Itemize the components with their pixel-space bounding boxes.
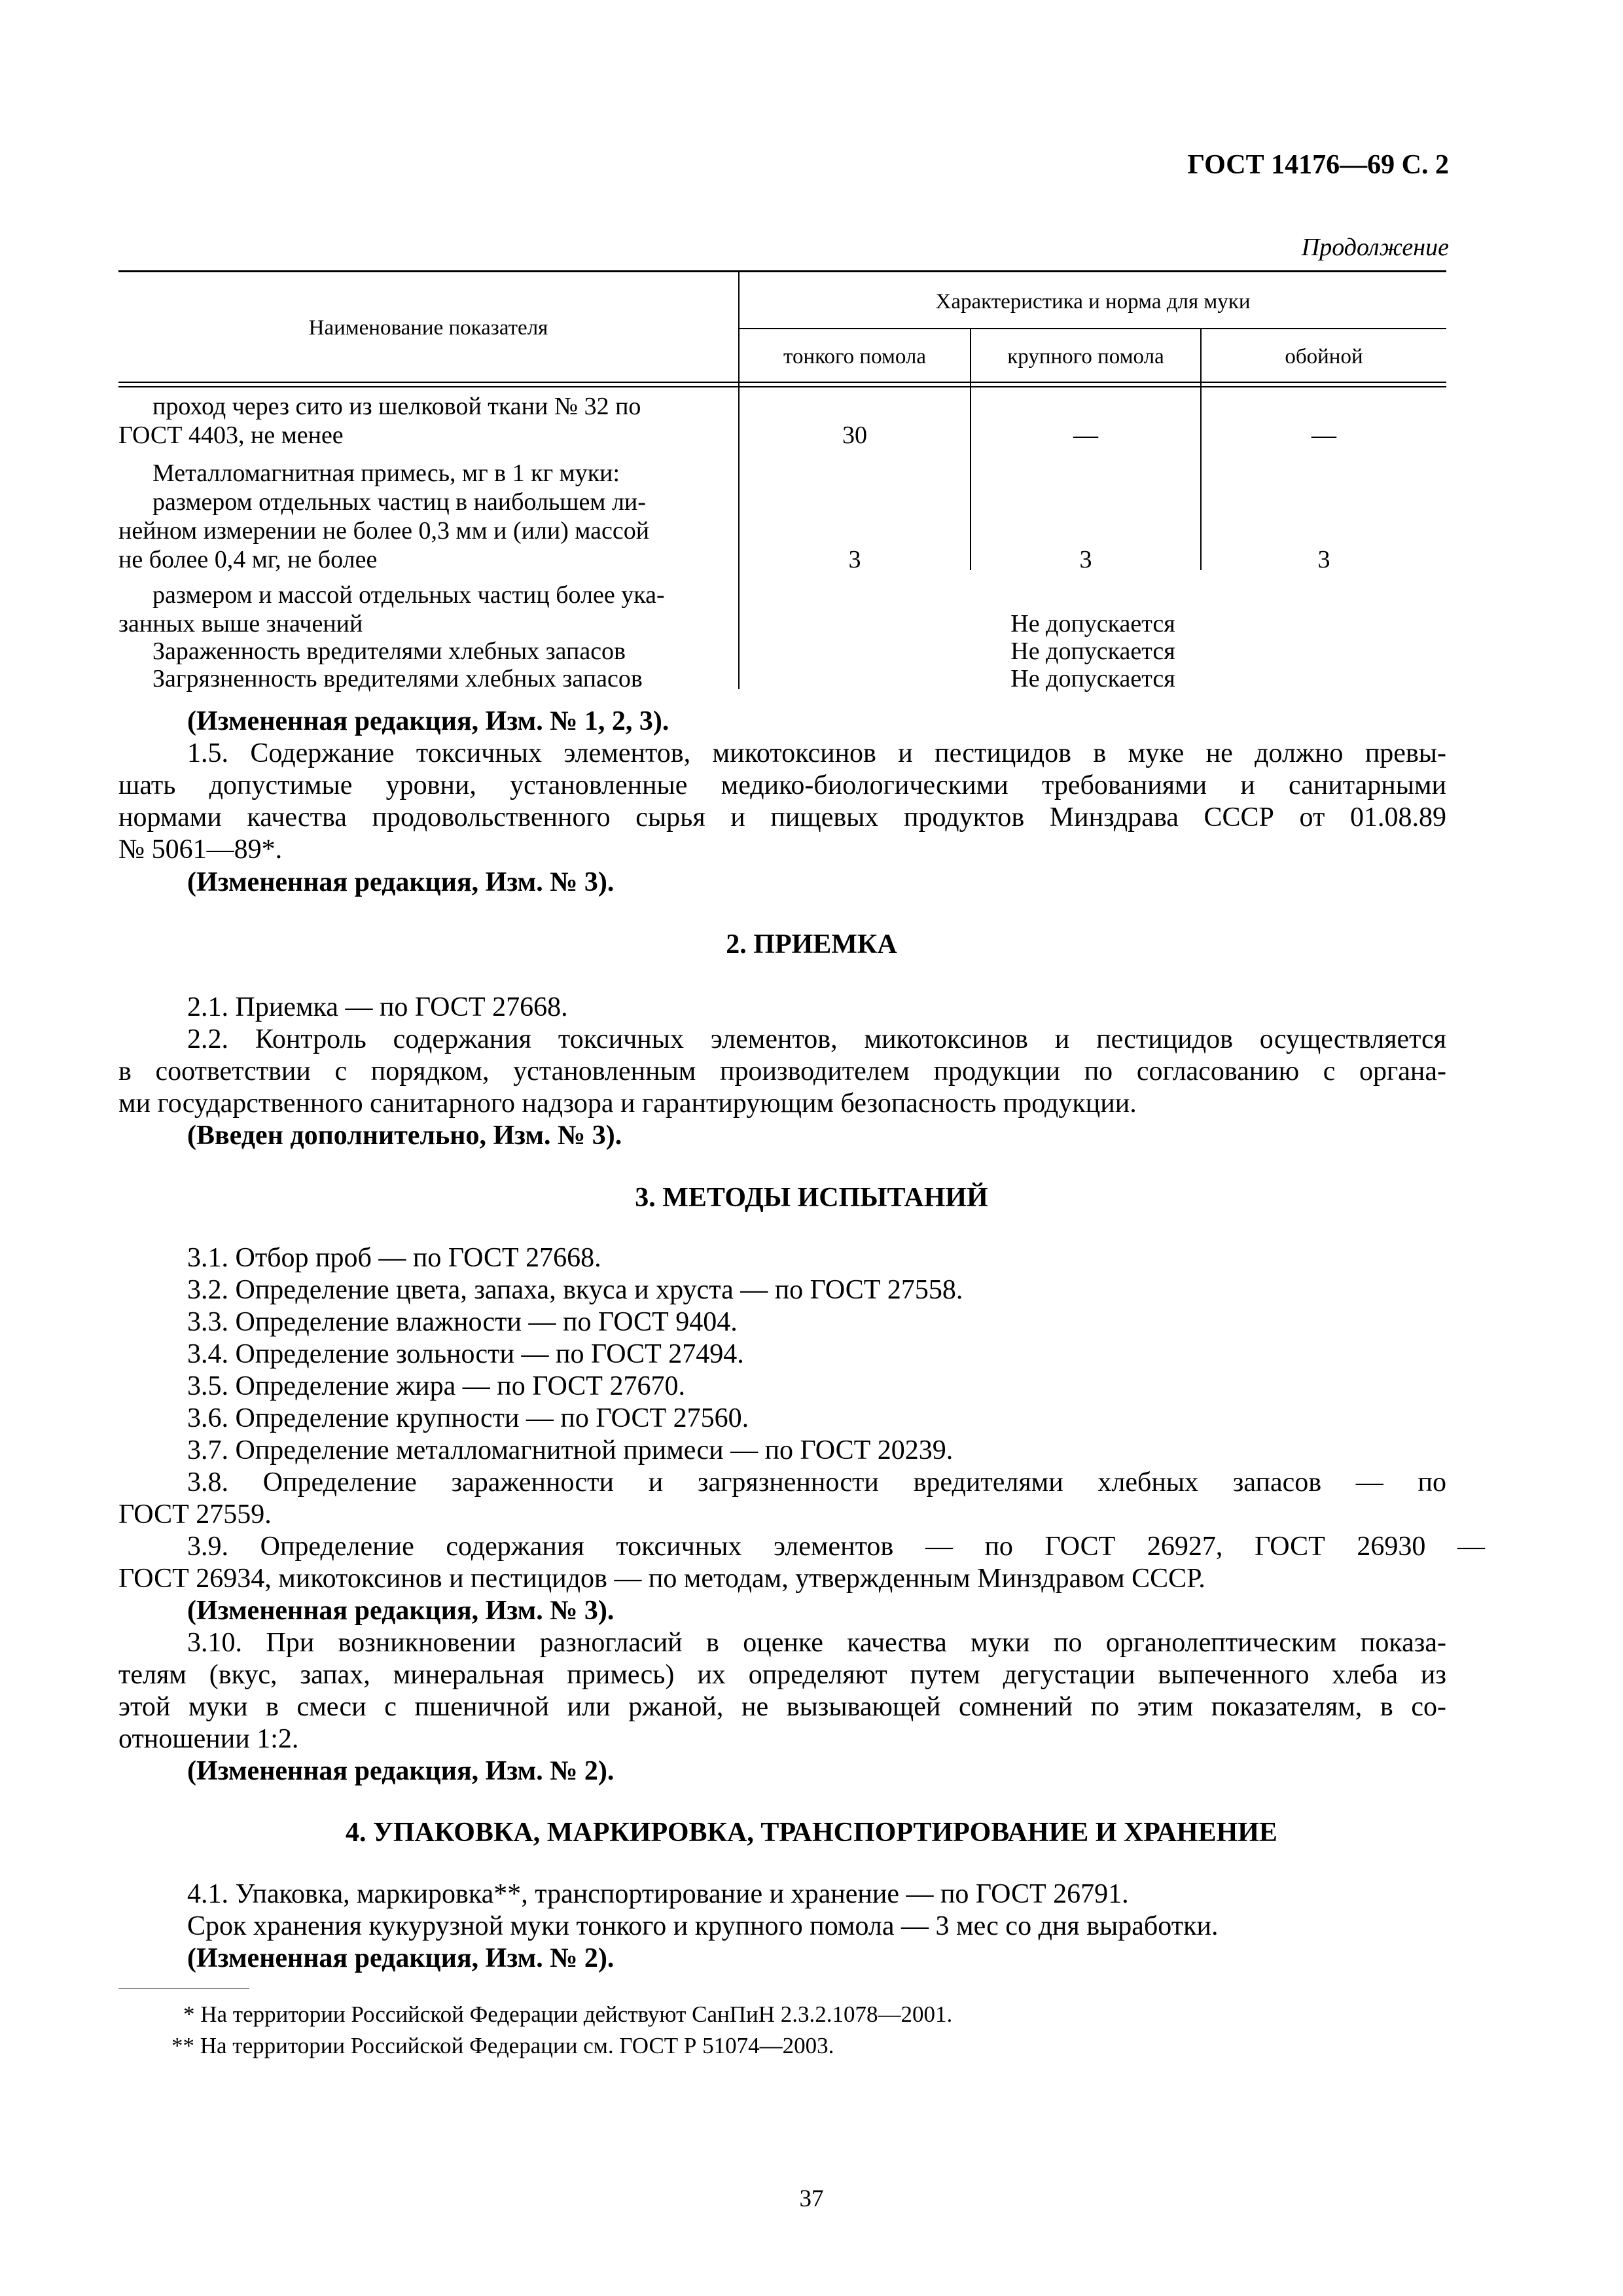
merged-value: Не допускается <box>1010 610 1175 637</box>
clause-3-4: 3.4. Определение зольности — по ГОСТ 27494. <box>187 1339 744 1369</box>
amendment-note: (Измененная редакция, Изм. № 2). <box>187 1756 615 1786</box>
amendment-note: (Измененная редакция, Изм. № 3). <box>187 867 615 897</box>
clause-line: 3.9. Определение содержания токсичных элементов — по ГОСТ 26927, ГОСТ 26930 — <box>187 1532 1485 1562</box>
footnote: ** На территории Российской Федерации см. ГОСТ Р 51074—2003. <box>171 2033 834 2058</box>
value-fine: 3 <box>848 546 861 573</box>
clause-4-1: 4.1. Упаковка, маркировка**, транспортирование и хранение — по ГОСТ 26791. <box>187 1879 1129 1909</box>
clause-line: телям (вкус, запах, минеральная примесь) их определяют путем дегустации выпеченного хлеба из <box>118 1660 1446 1690</box>
table-group-rule <box>740 328 1446 329</box>
clause-2-1: 2.1. Приемка — по ГОСТ 27668. <box>187 992 568 1022</box>
value-wholegrain: 3 <box>1317 546 1330 573</box>
clause-line: шать допустимые уровни, установленные медико-биологическими требованиями и санитарными <box>118 770 1446 800</box>
clause-2-2 <box>118 1024 1446 1120</box>
clause-line: 1.5. Содержание токсичных элементов, микотоксинов и пестицидов в муке не должно превы- <box>187 738 1446 768</box>
clause-3-10 <box>118 1627 1446 1755</box>
page-number: 37 <box>799 2185 824 2212</box>
value-fine: 30 <box>842 422 867 449</box>
clause-line: № 5061—89*. <box>118 834 283 865</box>
footnote-separator <box>118 1988 249 1989</box>
column-header-fine: тонкого помола <box>783 345 927 368</box>
merged-value: Не допускается <box>1010 665 1175 692</box>
section-heading: 3. МЕТОДЫ ИСПЫТАНИЙ <box>635 1183 988 1213</box>
clause-3-9 <box>118 1531 1485 1595</box>
clause-line: нормами качества продовольственного сырья и пищевых продуктов Минздрава СССР от 01.08.89 <box>118 802 1446 833</box>
storage-term: Срок хранения кукурузной муки тонкого и крупного помола — 3 мес со дня выработки. <box>187 1911 1219 1941</box>
row-label-line: ГОСТ 4403, не менее <box>118 422 344 449</box>
amendment-note: (Введен дополнительно, Изм. № 3). <box>187 1121 622 1151</box>
clause-1-5 <box>118 738 1446 866</box>
column-group-header: Характеристика и норма для муки <box>935 290 1251 314</box>
clause-3-8 <box>118 1467 1446 1531</box>
clause-3-7: 3.7. Определение металломагнитной примеси — по ГОСТ 20239. <box>187 1435 954 1465</box>
clause-line: ГОСТ 27559. <box>118 1499 272 1530</box>
table-top-rule <box>118 270 1446 272</box>
column-header-name: Наименование показателя <box>308 316 548 340</box>
row-label-line: не более 0,4 мг, не более <box>118 546 378 573</box>
merged-value: Не допускается <box>1010 637 1175 665</box>
clause-line: ГОСТ 26934, микотоксинов и пестицидов — по методам, утвержденным Минздравом СССР. <box>118 1564 1205 1594</box>
row-label-line: размером и массой отдельных частиц более ука- <box>152 581 665 609</box>
row-label-line: проход через сито из шелковой ткани № 32 по <box>152 393 641 420</box>
amendment-note: (Измененная редакция, Изм. № 2). <box>187 1943 615 1973</box>
clause-3-3: 3.3. Определение влажности — по ГОСТ 9404. <box>187 1307 738 1337</box>
section-heading: 2. ПРИЕМКА <box>726 929 897 960</box>
table-header-rule <box>118 382 1446 383</box>
document-reference: ГОСТ 14176—69 С. 2 <box>1187 150 1449 180</box>
row-label-line: Металломагнитная примесь, мг в 1 кг муки: <box>152 459 620 487</box>
clause-3-5: 3.5. Определение жира — по ГОСТ 27670. <box>187 1371 685 1401</box>
clause-line: 3.10. При возникновении разногласий в оценке качества муки по органолептическим показа- <box>187 1628 1446 1658</box>
row-label-line: Загрязненность вредителями хлебных запасов <box>152 665 643 692</box>
footnote: * На территории Российской Федерации действуют СанПиН 2.3.2.1078—2001. <box>183 2001 953 2027</box>
table-header-rule-2 <box>118 386 1446 387</box>
row-label-line: занных выше значений <box>118 610 363 637</box>
column-header-coarse: крупного помола <box>1007 345 1164 368</box>
row-label-line: Зараженность вредителями хлебных запасов <box>152 637 626 665</box>
row-label-line: размером отдельных частиц в наибольшем ли- <box>152 488 646 516</box>
amendment-note: (Измененная редакция, Изм. № 3). <box>187 1596 615 1626</box>
clause-line: 2.2. Контроль содержания токсичных элементов, микотоксинов и пестицидов осуществляется <box>187 1024 1446 1054</box>
value-coarse: — <box>1073 422 1098 449</box>
section-heading: 4. УПАКОВКА, МАРКИРОВКА, ТРАНСПОРТИРОВАНИЕ И ХРАНЕНИЕ <box>346 1818 1277 1848</box>
clause-line: ми государственного санитарного надзора и гарантирующим безопасность продукции. <box>118 1088 1137 1119</box>
value-coarse: 3 <box>1079 546 1092 573</box>
clause-line: этой муки в смеси с пшеничной или ржаной, не вызывающей сомнений по этим показателям, в со- <box>118 1692 1446 1722</box>
column-header-wholegrain: обойной <box>1285 345 1363 368</box>
clause-3-6: 3.6. Определение крупности — по ГОСТ 27560. <box>187 1403 749 1433</box>
clause-3-2: 3.2. Определение цвета, запаха, вкуса и хруста — по ГОСТ 27558. <box>187 1275 963 1305</box>
row-label-line: нейном измерении не более 0,3 мм и (или) массой <box>118 517 650 545</box>
clause-line: отношении 1:2. <box>118 1724 299 1754</box>
clause-3-1: 3.1. Отбор проб — по ГОСТ 27668. <box>187 1243 601 1273</box>
value-wholegrain: — <box>1311 422 1336 449</box>
amendment-note: (Измененная редакция, Изм. № 1, 2, 3). <box>187 706 669 736</box>
clause-line: 3.8. Определение зараженности и загрязненности вредителями хлебных запасов — по <box>187 1467 1446 1498</box>
clause-line: в соответствии с порядком, установленным производителем продукции по согласованию с органа- <box>118 1056 1446 1086</box>
continuation-label: Продолжение <box>1301 234 1449 261</box>
